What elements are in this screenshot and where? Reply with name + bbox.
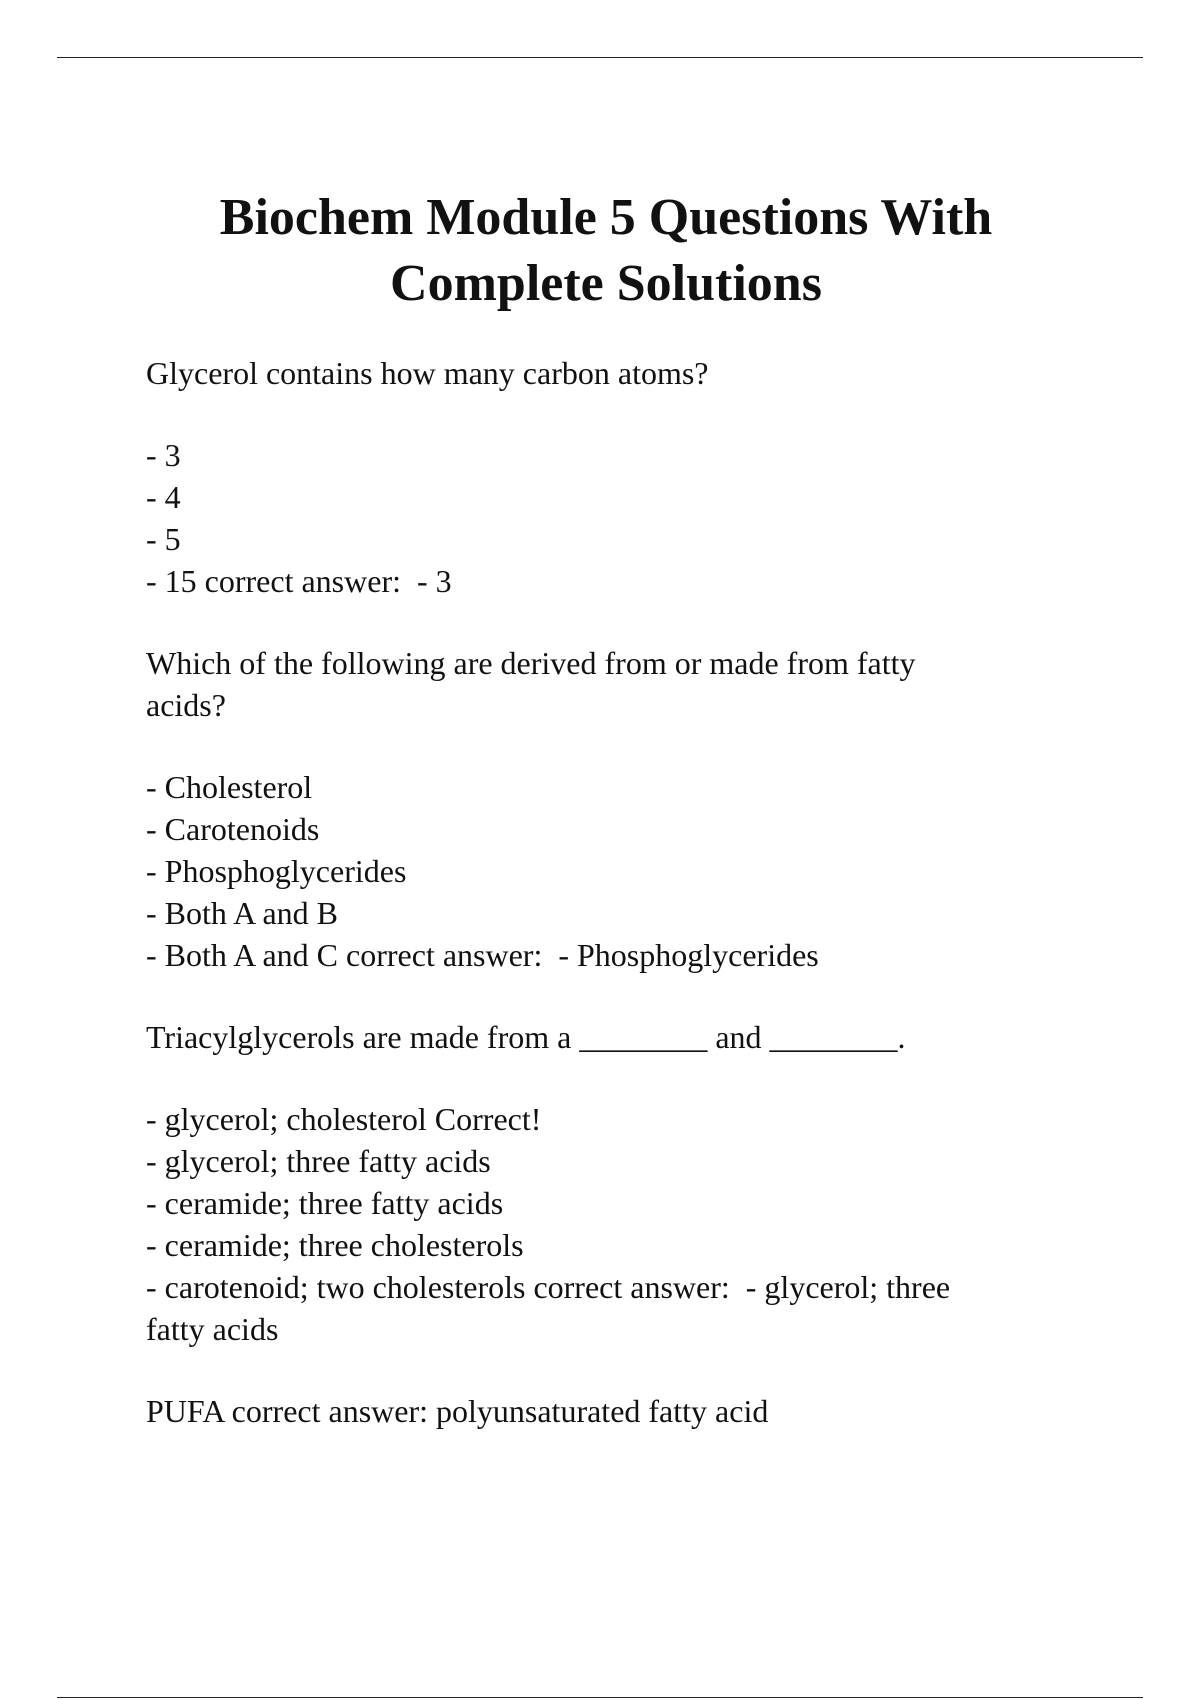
question-text-2-line-1: Which of the following are derived from or made from fatty (146, 645, 916, 681)
answer-option-with-correct-answer: - Both A and C correct answer: - Phosphoglycerides (146, 937, 819, 973)
answer-option: - 5 (146, 521, 181, 557)
title-line-2: Complete Solutions (390, 255, 822, 312)
answer-option: - glycerol; three fatty acids (146, 1143, 491, 1179)
bottom-rule (57, 1697, 1143, 1698)
answer-option-continuation: fatty acids (146, 1311, 279, 1347)
answer-option: - Both A and B (146, 895, 339, 931)
question-block-3 (146, 1016, 1076, 1058)
answer-options-2 (146, 766, 1076, 976)
answer-options-1 (146, 434, 1076, 602)
answer-option: - ceramide; three cholesterols (146, 1227, 524, 1263)
answer-options-3 (146, 1098, 1076, 1350)
question-text-4: PUFA correct answer: polyunsaturated fatty acid (146, 1393, 769, 1429)
answer-option: - Cholesterol (146, 769, 313, 805)
question-block-2 (146, 642, 1076, 726)
answer-option: - 4 (146, 479, 181, 515)
question-block-1 (146, 352, 1076, 394)
title-line-1: Biochem Module 5 Questions With (219, 189, 993, 246)
document-title (126, 185, 1086, 317)
answer-option-with-correct-answer: - carotenoid; two cholesterols correct answer: - glycerol; three (146, 1269, 951, 1305)
question-text-2-line-2: acids? (146, 687, 226, 723)
question-block-4 (146, 1390, 1076, 1432)
question-text-1: Glycerol contains how many carbon atoms? (146, 355, 709, 391)
top-rule (57, 57, 1143, 58)
answer-option: - ceramide; three fatty acids (146, 1185, 504, 1221)
answer-option: - 3 (146, 437, 181, 473)
answer-option: - Carotenoids (146, 811, 320, 847)
answer-option: - glycerol; cholesterol Correct! (146, 1101, 542, 1137)
question-text-3: Triacylglycerols are made from a ________ and ________. (146, 1019, 906, 1055)
answer-option-with-correct-answer: - 15 correct answer: - 3 (146, 563, 452, 599)
document-body (146, 185, 1076, 1472)
answer-option: - Phosphoglycerides (146, 853, 407, 889)
